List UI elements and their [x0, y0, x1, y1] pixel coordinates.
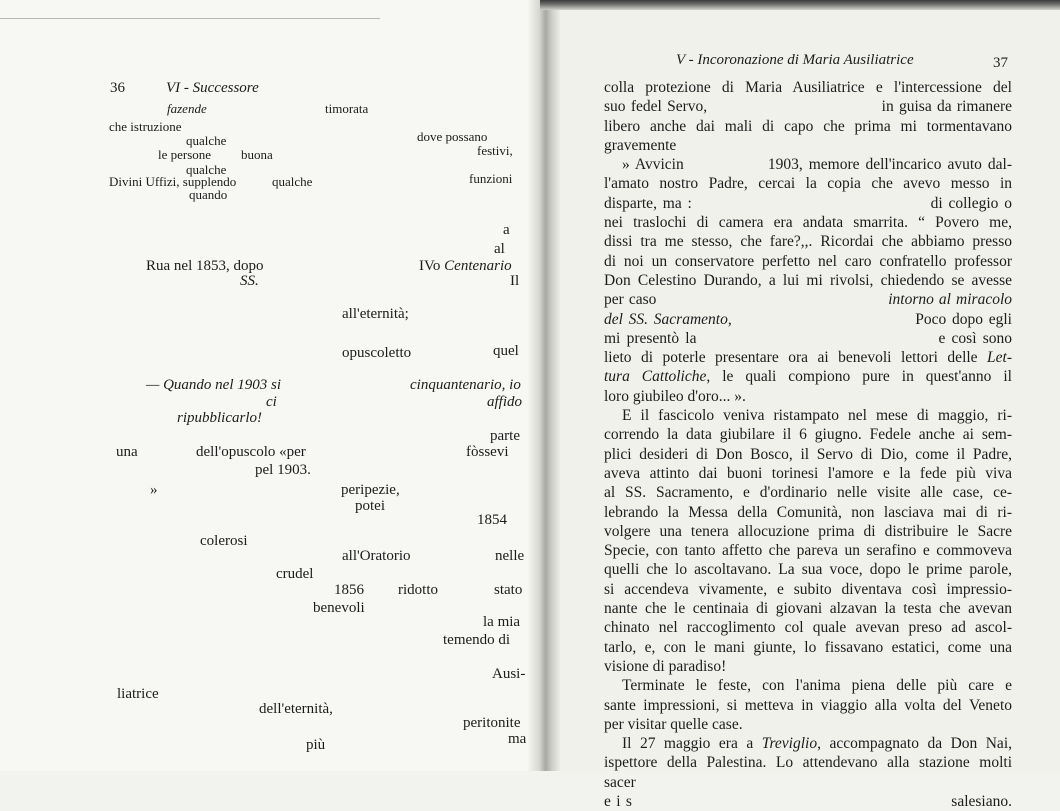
right-page-number: 37 — [993, 55, 1008, 71]
right-text-line: l'amato nostro Padre, cercai la copia che avevo messo in — [604, 175, 1012, 193]
right-text-line: loro giubileo d'oro... ». — [604, 387, 746, 405]
right-text-line: suo fedel Servo, in guisa da rimanere — [604, 98, 1012, 116]
right-text-line: si accendeva vivamente, e subito diventava così impressio- — [604, 580, 1012, 598]
left-text-fragment: qualche — [186, 162, 227, 177]
left-text-fragment: parte — [490, 428, 520, 444]
left-text-fragment: Ausi- — [492, 666, 526, 682]
left-text-fragment: all'Oratorio — [342, 548, 411, 564]
right-text-line: tura Cattoliche, le quali compiono pure in quest'anno il — [604, 368, 1012, 386]
right-text-line: chinato nel raccoglimento col quale avevan preso ad ascol- — [604, 619, 1012, 637]
right-text-line: del SS. Sacramento, Poco dopo egli — [604, 310, 1012, 328]
right-text-line: sacer — [604, 773, 636, 791]
right-text-line: ispettore della Palestina. Lo attendevano alla stazione molti — [604, 754, 1012, 772]
left-text-fragment: dell'eternità, — [259, 701, 333, 717]
right-text-line: visione di paradiso! — [604, 657, 727, 675]
left-text-fragment: colerosi — [200, 533, 248, 549]
left-text-fragment: al — [494, 241, 505, 257]
left-text-fragment: Rua nel 1853, dopo — [146, 258, 264, 274]
left-text-fragment: nelle — [495, 548, 525, 564]
right-text-line: quelli che lo ascoltavano. La sua voce, dopo le prime parole, — [604, 561, 1012, 579]
right-page-body — [604, 78, 1012, 811]
left-text-fragment: la mia — [483, 614, 521, 630]
right-text-line: mi presentò la e così sono — [604, 329, 1012, 347]
left-text-fragment: pel 1903. — [255, 462, 311, 478]
left-text-fragment: Divini Uffizi, supplendo — [109, 174, 237, 189]
left-text-fragment: all'eternità; — [342, 306, 409, 322]
right-text-line: Don Celestino Durando, a lui mi rivolsi, chiedendo se avesse — [604, 271, 1012, 289]
left-text-fragment: — Quando nel 1903 si — [146, 377, 281, 393]
left-text-fragment: quel — [493, 343, 519, 359]
left-text-fragment: più — [306, 737, 326, 753]
right-text-line: tarlo, e, con le mani giunte, lo fissavano estatici, come una — [604, 638, 1012, 656]
left-text-fragment: una — [116, 444, 138, 460]
right-text-line: nante che le centinaia di giovani alzavan la testa che avevan — [604, 600, 1012, 618]
right-text-line: e i s salesiano. — [604, 792, 1012, 810]
left-text-fragment: stato — [494, 582, 523, 598]
left-text-fragment: » — [150, 482, 158, 498]
left-text-fragment: le persone — [158, 147, 212, 162]
left-text-fragment: cinquantenario, io — [410, 377, 521, 393]
left-text-fragment: SS. — [240, 273, 259, 289]
right-running-head: V - Incoronazione di Maria Ausiliatrice — [676, 52, 914, 68]
left-text-fragment: potei — [355, 498, 385, 514]
left-text-fragment: qualche — [186, 133, 227, 148]
left-text-fragment: ridotto — [398, 582, 438, 598]
left-text-fragment: 1856 — [334, 582, 364, 598]
left-text-fragment: Il — [510, 273, 520, 289]
left-text-fragment: timorata — [325, 101, 369, 116]
left-text-fragment: dove possano — [417, 129, 488, 144]
right-text-line: » Avvicin 1903, memore dell'incarico avuto dal- — [622, 156, 1012, 174]
left-text-fragment: ma — [508, 731, 527, 747]
right-text-line: volgere una tenera allocuzione prima di distribuire le Sacre — [604, 522, 1012, 540]
left-text-fragment: fazende — [167, 101, 207, 116]
right-text-line: colla protezione di Maria Ausiliatrice e l'intercessione del — [604, 79, 1012, 96]
right-text-line: plici desideri di Don Bosco, il Servo di Dio, come il Padre, — [604, 445, 1012, 463]
right-text-line: per caso intorno al miracolo — [604, 291, 1012, 309]
left-page-number: 36 — [110, 80, 125, 96]
left-text-fragment: 1854 — [477, 512, 507, 528]
page-top-shadow — [540, 0, 1060, 10]
right-text-line: Il 27 maggio era a Treviglio, accompagnato da Don Nai, — [622, 735, 1012, 753]
left-running-head: VI - Successore — [166, 80, 259, 96]
right-text-line: correndo la data giubilare il 6 giugno. Fedele anche ai sem- — [604, 426, 1012, 444]
right-text-line: sante impressioni, si metteva in viaggio alla volta del Veneto — [604, 696, 1012, 714]
right-text-line: al SS. Sacramento, e d'ordinario nelle visite alle case, ce- — [604, 484, 1012, 502]
left-page-edge-line — [0, 18, 380, 19]
right-text-line: di noi un conservatore perfetto nel caro confratello professor — [604, 252, 1012, 270]
right-text-line: per visitar quelle case. — [604, 715, 743, 733]
right-text-line: disparte, ma : di collegio o — [604, 194, 1012, 212]
left-text-fragment: liatrice — [117, 686, 159, 702]
left-text-fragment: festivi, — [477, 143, 513, 158]
left-text-fragment: temendo di — [443, 632, 511, 648]
left-text-fragment: crudel — [276, 566, 314, 582]
left-text-fragment: opuscoletto — [342, 345, 412, 361]
left-text-fragment: a — [503, 222, 510, 238]
right-text-line: gravemente — [604, 136, 677, 154]
left-text-fragment: funzioni — [469, 171, 513, 186]
right-text-line: aveva attinto dai buoni torinesi l'amore e la fede più viva — [604, 464, 1012, 482]
right-text-line: E il fascicolo veniva ristampato nel mese di maggio, ri- — [622, 407, 1012, 425]
right-text-line: libero anche dai mali di capo che prima mi tormentavano — [604, 117, 1012, 135]
right-text-line: lieto di poterle presentare ora ai benevoli lettori delle Let- — [604, 349, 1012, 367]
left-text-fragment: peritonite — [463, 715, 521, 731]
left-text-fragment: affido — [487, 394, 523, 410]
left-text-fragment: dell'opuscolo «per — [196, 444, 306, 460]
right-text-line: Specie, con tanto affetto che pareva un serafino e commoveva — [604, 542, 1012, 560]
left-text-fragment: qualche — [272, 174, 313, 189]
left-text-fragment: IVo Centenario — [419, 258, 512, 274]
right-text-line: Terminate le feste, con l'anima piena delle più care e — [622, 677, 1012, 695]
left-text-fragment: benevoli — [313, 600, 365, 616]
left-text-fragment: buona — [241, 147, 273, 162]
left-text-fragment: ci — [266, 394, 277, 410]
right-text-line: lebrando la Messa della Comunità, non lasciava mai di ri- — [604, 503, 1012, 521]
right-text-line: dissi tra me stesso, che fare?,,. Ricordai che abbiamo presso — [604, 233, 1012, 251]
left-text-fragment: quando — [189, 187, 228, 202]
left-text-fragment: peripezie, — [341, 482, 400, 498]
left-text-fragment: ripubblicarlo! — [177, 410, 262, 426]
left-text-fragment: fòssevi — [466, 444, 509, 460]
book-spine — [528, 0, 560, 771]
left-text-fragment: che istruzione — [109, 119, 182, 134]
right-text-line: nei traslochi di camera era andata smarrita. “ Povero me, — [604, 214, 1012, 232]
